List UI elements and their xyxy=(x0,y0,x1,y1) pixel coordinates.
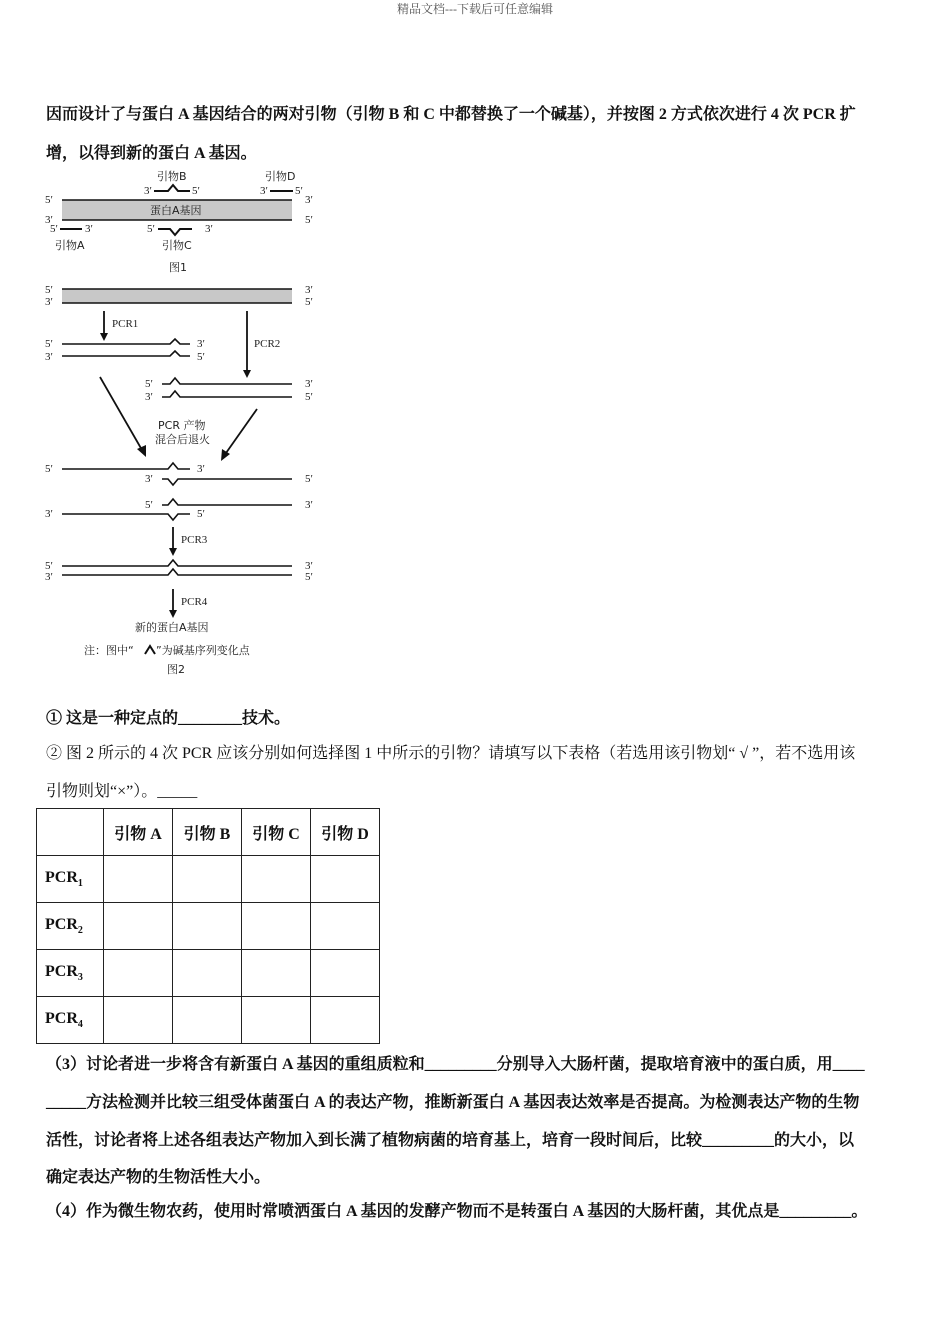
answer-cell[interactable] xyxy=(311,950,380,997)
strand-end-label: 5′ xyxy=(50,223,58,235)
answer-cell[interactable] xyxy=(104,903,173,950)
strand-end-label: 5′ xyxy=(45,194,53,206)
page-header: 精品文档---下载后可任意编辑 xyxy=(397,2,553,16)
answer-cell[interactable] xyxy=(173,856,242,903)
strand-end-label: 3′ xyxy=(85,223,93,235)
question-2-line-2: 引物则划“×”）。_____ xyxy=(46,783,198,800)
row-label: $PCR_2$ xyxy=(37,903,104,950)
strand-end-label: 5′ xyxy=(305,214,313,226)
strand-end-label: 5′ xyxy=(145,378,153,390)
strand-end-label: 5′ xyxy=(45,284,53,296)
table-row xyxy=(37,856,380,903)
answer-cell[interactable] xyxy=(311,856,380,903)
answer-cell[interactable] xyxy=(104,997,173,1044)
label-mix-1: PCR 产物 xyxy=(158,419,206,432)
label-pcr4: PCR4 xyxy=(181,596,208,608)
diagram-stroke xyxy=(162,391,292,397)
table-header-cell: 引物 D xyxy=(311,809,380,856)
row-label: $PCR_4$ xyxy=(37,997,104,1044)
diagram-stroke xyxy=(169,548,177,556)
diagram-stroke xyxy=(62,463,190,469)
strand-end-label: 5′ xyxy=(147,223,155,235)
strand-end-label: 3′ xyxy=(145,391,153,403)
label-primer-c: 引物C xyxy=(162,239,192,252)
label-pcr3: PCR3 xyxy=(181,534,208,546)
intro-line-1: 因而设计了与蛋白 A 基因结合的两对引物（引物 B 和 C 中都替换了一个碱基），并按图 2 方式依次进行 4 次 PCR 扩 xyxy=(46,106,856,123)
note-suffix: ”为碱基序列变化点 xyxy=(156,644,250,657)
label-gene: 蛋白A基因 xyxy=(150,204,202,217)
question-4-line-1: （4）作为微生物农药，使用时常喷洒蛋白 A 基因的发酵产物而不是转蛋白 A 基因的大肠杆菌，其优点是_________。 xyxy=(46,1203,868,1220)
answer-cell[interactable] xyxy=(104,950,173,997)
question-3-line-4: 确定表达产物的生物活性大小。 xyxy=(46,1169,271,1186)
strand-end-label: 5′ xyxy=(45,463,53,475)
label-primer-b: 引物B xyxy=(157,170,187,183)
strand-end-label: 5′ xyxy=(305,571,313,583)
question-2-line-1: ② 图 2 所示的 4 次 PCR 应该分别如何选择图 1 中所示的引物？请填写以下表格（若选用该引物划“ √ ”，若不选用该 xyxy=(46,745,856,762)
strand-end-label: 5′ xyxy=(305,473,313,485)
strand-end-label: 3′ xyxy=(305,284,313,296)
question-3-line-1: （3）讨论者进一步将含有新蛋白 A 基因的重组质粒和_________分别导入大肠杆菌，提取培育液中的蛋白质，用____ xyxy=(46,1056,865,1073)
diagram-stroke xyxy=(62,560,292,566)
row-label: $PCR_1$ xyxy=(37,856,104,903)
strand-end-label: 5′ xyxy=(197,351,205,363)
row-label: $PCR_3$ xyxy=(37,950,104,997)
table-header-cell: 引物 C xyxy=(242,809,311,856)
diagram-stroke xyxy=(162,479,292,485)
strand-end-label: 3′ xyxy=(45,351,53,363)
strand-end-label: 5′ xyxy=(305,391,313,403)
note-prefix: 注：图中“ xyxy=(84,644,134,657)
table-header-cell: 引物 B xyxy=(173,809,242,856)
strand-end-label: 3′ xyxy=(144,185,152,197)
answer-cell[interactable] xyxy=(242,950,311,997)
table-row xyxy=(37,997,380,1044)
label-pcr2: PCR2 xyxy=(254,338,281,350)
question-3-line-2: _____方法检测并比较三组受体菌蛋白 A 的表达产物，推断新蛋白 A 基因表达效率是否提高。为检测表达产物的生物 xyxy=(46,1094,860,1111)
strand-end-label: 3′ xyxy=(305,499,313,511)
gene-band-2 xyxy=(62,289,292,303)
answer-cell[interactable] xyxy=(311,997,380,1044)
diagram-stroke xyxy=(62,569,292,575)
table-row xyxy=(37,903,380,950)
answer-cell[interactable] xyxy=(173,903,242,950)
change-point-icon xyxy=(145,646,155,654)
strand-end-label: 5′ xyxy=(45,338,53,350)
primer-c-mark xyxy=(158,229,192,235)
strand-end-label: 3′ xyxy=(45,214,53,226)
table-header-row xyxy=(37,809,380,856)
diagram-stroke xyxy=(62,339,190,344)
answer-cell[interactable] xyxy=(242,856,311,903)
strand-end-label: 3′ xyxy=(305,378,313,390)
label-primer-d: 引物D xyxy=(265,170,296,183)
answer-cell[interactable] xyxy=(173,997,242,1044)
strand-end-label: 5′ xyxy=(305,296,313,308)
strand-end-label: 3′ xyxy=(260,185,268,197)
label-primer-a: 引物A xyxy=(55,239,85,252)
question-1: ① 这是一种定点的________技术。 xyxy=(46,710,291,727)
strand-end-label: 3′ xyxy=(197,463,205,475)
strand-end-label: 5′ xyxy=(145,499,153,511)
table-header-cell xyxy=(37,809,104,856)
strand-end-label: 3′ xyxy=(145,473,153,485)
primer-b-mark xyxy=(154,185,190,191)
diagram-stroke xyxy=(100,333,108,341)
caption-fig2: 图2 xyxy=(167,663,185,676)
table-header-cell: 引物 A xyxy=(104,809,173,856)
strand-end-label: 3′ xyxy=(45,296,53,308)
table-row xyxy=(37,950,380,997)
diagram-stroke xyxy=(100,377,142,450)
label-mix-2: 混合后退火 xyxy=(155,433,210,446)
strand-end-label: 3′ xyxy=(45,571,53,583)
strand-end-label: 3′ xyxy=(45,508,53,520)
answer-cell[interactable] xyxy=(173,950,242,997)
pcr-diagram xyxy=(40,165,340,685)
answer-cell[interactable] xyxy=(242,903,311,950)
diagram-stroke xyxy=(169,610,177,618)
strand-end-label: 5′ xyxy=(295,185,303,197)
strand-end-label: 5′ xyxy=(197,508,205,520)
diagram-stroke xyxy=(62,514,190,520)
caption-fig1: 图1 xyxy=(169,261,187,274)
diagram-stroke xyxy=(243,370,251,378)
diagram-stroke xyxy=(162,378,292,384)
diagram-stroke xyxy=(62,351,190,356)
strand-end-label: 3′ xyxy=(205,223,213,235)
label-new-gene: 新的蛋白A基因 xyxy=(135,621,209,634)
diagram-stroke xyxy=(162,499,292,505)
strand-end-label: 5′ xyxy=(192,185,200,197)
question-3-line-3: 活性，讨论者将上述各组表达产物加入到长满了植物病菌的培育基上，培育一段时间后，比较_________的大小，以 xyxy=(46,1132,855,1149)
diagram-stroke xyxy=(137,445,146,457)
primer-table xyxy=(36,808,380,1044)
strand-end-label: 3′ xyxy=(197,338,205,350)
intro-line-2: 增，以得到新的蛋白 A 基因。 xyxy=(46,145,257,162)
strand-end-label: 5′ xyxy=(45,560,53,572)
strand-end-label: 3′ xyxy=(305,560,313,572)
answer-cell[interactable] xyxy=(311,903,380,950)
strand-end-label: 3′ xyxy=(305,194,313,206)
label-pcr1: PCR1 xyxy=(112,318,139,330)
diagram-stroke xyxy=(226,409,257,453)
answer-cell[interactable] xyxy=(242,997,311,1044)
answer-cell[interactable] xyxy=(104,856,173,903)
